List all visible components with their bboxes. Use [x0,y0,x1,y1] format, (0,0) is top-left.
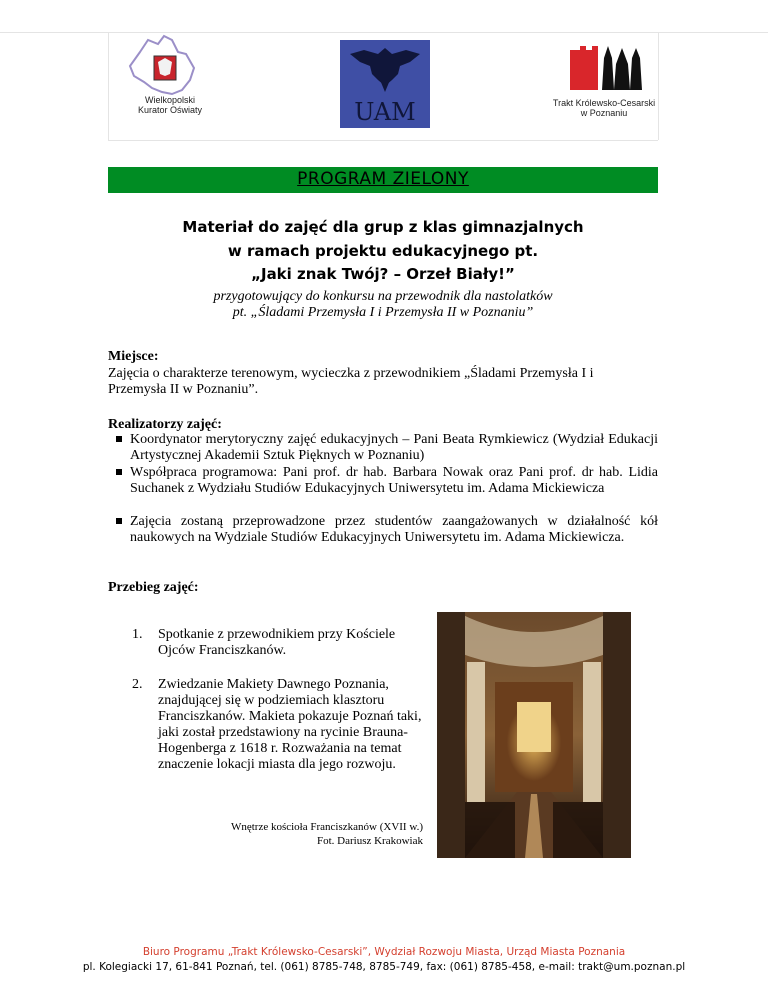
header-right-divider [658,32,659,140]
footer-line-2: pl. Kolegiacki 17, 61-841 Poznań, tel. (061) 8785-748, 8785-749, fax: (061) 8785-458, e-mail: trakt@um.poznan.pl [82,961,686,973]
miejsce-text-line1: Zajęcia o charakterze terenowym, wycieczka z przewodnikiem „Śladami Przemysła I i [108,366,594,381]
header-bottom-line [108,140,658,141]
bullet-square-icon [116,518,122,524]
miejsce-label: Miejsce: [108,349,159,364]
trakt-label-line2: w Poznaniu [580,108,628,118]
uam-logo [340,40,430,128]
realizatorzy-item [108,432,658,464]
church-interior-photo [437,612,631,858]
heading-line-1: Materiał do zajęć dla grup z klas gimnazjalnych [182,218,584,236]
step-text: Zwiedzanie Makiety Dawnego Poznania, znajdującej się w podziemiach klasztoru Franciszkanów. Makieta pokazuje Poznań taki, jaki został przedstawiony na rycinie Brauna-Hogenberga z 1618 r. Rozważania na temat znaczenie lokacji miasta dla jego rozwoju. [158,677,422,772]
trakt-logo [568,44,648,90]
przebieg-label: Przebieg zajęć: [108,580,199,595]
step-number: 1. [132,627,143,642]
kurator-label [110,95,230,115]
step-number: 2. [132,677,143,692]
program-title: PROGRAM ZIELONY [297,169,469,189]
trakt-label-line1: Trakt Królewsko-Cesarski [552,98,656,108]
realizatorzy-item-text: Współpraca programowa: Pani prof. dr hab. Barbara Nowak oraz Pani prof. dr hab. Lidia Suchanek z Wydziału Studiów Edukacyjnych Uniwersytetu im. Adama Mickiewicza [130,465,658,496]
heading-line-3: „Jaki znak Twój? – Orzeł Biały!” [251,265,515,283]
kurator-label-line2: Kurator Oświaty [137,105,203,115]
miejsce-text-line2: Przemysła II w Poznaniu”. [108,382,259,397]
photo-caption-line1: Wnętrze kościoła Franciszkanów (XVII w.) [230,821,423,833]
przebieg-step [108,627,428,659]
footer-line-1: Biuro Programu „Trakt Królewsko-Cesarski”, Wydział Rozwoju Miasta, Urząd Miasta Poznania [142,946,626,958]
realizatorzy-item [108,465,658,497]
realizatorzy-item-text: Zajęcia zostaną przeprowadzone przez studentów zaangażowanych w działalność kół naukowych na Wydziale Studiów Edukacyjnych Uniwersytetu im. Adama Mickiewicza. [130,514,658,545]
heading-line-2: w ramach projektu edukacyjnego pt. [227,242,539,260]
kurator-label-line1: Wielkopolski [144,95,195,105]
realizatorzy-label: Realizatorzy zajęć: [108,417,222,432]
bullet-square-icon [116,469,122,475]
trakt-label [548,98,660,118]
subheading-line-1: przygotowujący do konkursu na przewodnik dla nastolatków [213,289,553,304]
bullet-square-icon [116,436,122,442]
realizatorzy-item-text: Koordynator merytoryczny zajęć edukacyjnych – Pani Beata Rymkiewicz (Wydział Edukacji Artystycznej Akademii Sztuk Pięknych w Poznaniu) [130,432,658,463]
subheading-line-2: pt. „Śladami Przemysła I i Przemysła II w Poznaniu” [232,305,534,320]
header-left-divider [108,32,109,140]
uam-logo-text: UAM [354,98,416,126]
header-top-line [0,32,768,33]
przebieg-step [108,677,428,773]
step-text: Spotkanie z przewodnikiem przy Kościele Ojców Franciszkanów. [158,627,396,658]
realizatorzy-item [108,514,658,546]
photo-caption-line2: Fot. Dariusz Krakowiak [316,835,423,847]
